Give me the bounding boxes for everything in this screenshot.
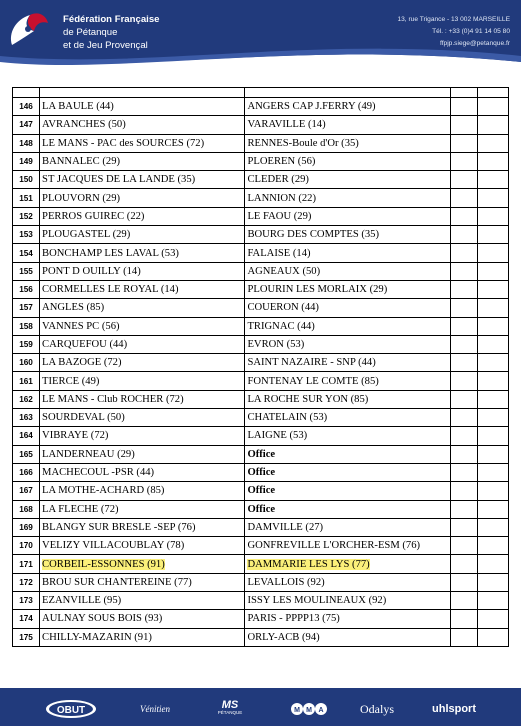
score-cell-1 (450, 592, 477, 610)
home-club (40, 482, 245, 500)
score-cell-2 (477, 280, 508, 298)
away-club-text: FONTENAY LE COMTE (85) (247, 375, 379, 387)
away-club (245, 555, 450, 573)
home-club (40, 98, 245, 116)
match-number (13, 262, 40, 280)
table-row (13, 207, 509, 225)
home-club (40, 152, 245, 170)
away-club-text: Office (247, 467, 276, 479)
odalys-logo: Odalys (360, 701, 394, 716)
score-cell-1 (450, 427, 477, 445)
match-number-text: 167 (19, 486, 33, 496)
home-club-text: PERROS GUIREC (22) (42, 210, 145, 222)
score-cell-1 (450, 207, 477, 225)
away-club-text: ISSY LES MOULINEAUX (92) (247, 595, 387, 607)
score-cell-2 (477, 537, 508, 555)
home-club-text: LE MANS - PAC des SOURCES (72) (42, 137, 205, 149)
match-number (13, 610, 40, 628)
home-club (40, 445, 245, 463)
score-cell-2 (477, 445, 508, 463)
match-number (13, 171, 40, 189)
away-club (245, 463, 450, 481)
match-number (13, 445, 40, 463)
match-number-text: 149 (19, 157, 33, 167)
away-club-text: DAMVILLE (27) (247, 521, 324, 533)
away-club (245, 244, 450, 262)
federation-contact (397, 14, 510, 50)
ms-petanque-logo (206, 697, 254, 721)
away-club-text: TRIGNAC (44) (247, 320, 315, 332)
away-club (245, 427, 450, 445)
match-number-text: 153 (19, 230, 33, 240)
home-club-text: BLANGY SUR BRESLE -SEP (76) (42, 521, 196, 533)
away-club-text: LEVALLOIS (92) (247, 576, 325, 588)
obut-logo (44, 697, 98, 721)
home-club (40, 573, 245, 591)
home-club (40, 628, 245, 646)
home-club (40, 390, 245, 408)
score-cell-2 (477, 372, 508, 390)
score-cell-1 (450, 354, 477, 372)
away-club-text: RENNES-Boule d'Or (35) (247, 137, 359, 149)
away-club (245, 592, 450, 610)
home-club (40, 262, 245, 280)
home-club-text: CARQUEFOU (44) (42, 339, 128, 350)
score-cell-1 (450, 409, 477, 427)
away-club-text: LANNION (22) (247, 192, 317, 204)
home-club (40, 518, 245, 536)
home-club-text: CORMELLES LE ROYAL (14) (42, 284, 179, 296)
away-club-text: ORLY-ACB (94) (247, 631, 320, 643)
score-cell-1 (450, 171, 477, 189)
home-club-text: LANDERNEAU (29) (42, 448, 135, 460)
score-cell-1 (450, 116, 477, 134)
ffpjp-logo-icon (4, 5, 52, 55)
table-row (13, 518, 509, 536)
away-club-text: CHATELAIN (53) (247, 412, 328, 424)
home-club-text: EZANVILLE (95) (42, 595, 122, 607)
table-row (13, 280, 509, 298)
away-club-text: BOURG DES COMPTES (35) (247, 229, 380, 241)
away-club-text: LA ROCHE SUR YON (85) (247, 393, 369, 405)
federation-line-1: Fédération Française (63, 14, 160, 25)
match-number-text: 154 (19, 248, 33, 258)
table-row (13, 116, 509, 134)
away-club-text: DAMMARIE LES LYS (77) (247, 558, 370, 570)
score-cell-2 (477, 628, 508, 646)
score-cell-2 (477, 152, 508, 170)
away-club (245, 573, 450, 591)
table-row (13, 152, 509, 170)
away-club (245, 171, 450, 189)
score-cell-2 (477, 500, 508, 518)
table-row (13, 262, 509, 280)
table-row (13, 555, 509, 573)
score-cell-1 (450, 226, 477, 244)
home-club (40, 244, 245, 262)
match-number (13, 628, 40, 646)
home-club-text: LA BAULE (44) (42, 101, 114, 113)
phone-text: Tél. : +33 (0)4 91 14 05 80 (432, 28, 510, 35)
match-number (13, 189, 40, 207)
away-club (245, 317, 450, 335)
home-club (40, 354, 245, 372)
svg-text:OBUT: OBUT (56, 705, 86, 716)
home-club (40, 299, 245, 317)
match-number-text: 148 (19, 138, 33, 148)
home-club (40, 207, 245, 225)
home-club-text: BONCHAMP LES LAVAL (53) (42, 247, 179, 259)
match-number-text: 147 (19, 120, 33, 130)
home-club-text: PLOUGASTEL (29) (42, 229, 131, 241)
home-club (40, 189, 245, 207)
svg-text:M: M (306, 707, 312, 714)
page-header (0, 0, 521, 77)
away-club (245, 226, 450, 244)
away-club (245, 537, 450, 555)
table-row (13, 354, 509, 372)
away-club-text: COUERON (44) (247, 302, 319, 314)
home-club-text: LE MANS - Club ROCHER (72) (42, 393, 184, 405)
home-club-text: LA BAZOGE (72) (42, 357, 122, 369)
away-club-text: LE FAOU (29) (247, 210, 312, 222)
match-number-text: 155 (19, 266, 33, 276)
home-club-text: CORBEIL-ESSONNES (91) (42, 558, 165, 570)
away-club (245, 409, 450, 427)
score-cell-1 (450, 152, 477, 170)
table-row (13, 244, 509, 262)
draw-table-container (12, 87, 509, 647)
home-club (40, 171, 245, 189)
score-cell-1 (450, 500, 477, 518)
federation-name (63, 13, 160, 52)
score-cell-1 (450, 280, 477, 298)
away-club-text: PARIS - PPPP13 (75) (247, 613, 340, 625)
mma-circles-icon (289, 700, 329, 718)
table-row (13, 610, 509, 628)
away-club (245, 335, 450, 353)
match-number-text: 163 (19, 413, 33, 423)
match-number (13, 98, 40, 116)
match-number-text: 162 (19, 394, 33, 404)
home-club (40, 463, 245, 481)
table-row (13, 299, 509, 317)
score-cell-2 (477, 555, 508, 573)
score-cell-2 (477, 463, 508, 481)
away-club-text: EVRON (53) (247, 339, 305, 350)
score-cell-1 (450, 482, 477, 500)
home-club-text: ST JACQUES DE LA LANDE (35) (42, 174, 196, 186)
score-cell-1 (450, 610, 477, 628)
away-club-text: VARAVILLE (14) (247, 119, 326, 131)
score-cell-1 (450, 134, 477, 152)
sponsor-footer (0, 688, 521, 726)
score-cell-2 (477, 207, 508, 225)
table-row (13, 573, 509, 591)
match-number-text: 159 (19, 340, 33, 349)
home-club (40, 500, 245, 518)
away-club-text: FALAISE (14) (247, 247, 311, 259)
table-row (13, 592, 509, 610)
match-number (13, 372, 40, 390)
table-row (13, 445, 509, 463)
match-number-text: 152 (19, 211, 33, 221)
match-number-text: 158 (19, 321, 33, 331)
home-club-text: BROU SUR CHANTEREINE (77) (42, 576, 192, 588)
home-club-text: MACHECOUL -PSR (44) (42, 467, 155, 479)
home-club-text: AULNAY SOUS BOIS (93) (42, 613, 163, 625)
match-number-text: 151 (19, 193, 33, 203)
table-row (13, 372, 509, 390)
score-cell-2 (477, 262, 508, 280)
table-row (13, 390, 509, 408)
match-number (13, 335, 40, 353)
home-club-text: PONT D OUILLY (14) (42, 265, 141, 277)
table-row (13, 134, 509, 152)
home-club (40, 610, 245, 628)
score-cell-2 (477, 116, 508, 134)
away-club (245, 518, 450, 536)
score-cell-2 (477, 573, 508, 591)
score-cell-2 (477, 226, 508, 244)
home-club-text: SOURDEVAL (50) (42, 412, 125, 424)
away-club (245, 628, 450, 646)
match-number-text: 171 (19, 559, 33, 569)
ms-mark: MS (221, 699, 239, 711)
score-cell-2 (477, 317, 508, 335)
score-cell-2 (477, 518, 508, 536)
match-number-text: 170 (19, 541, 33, 551)
away-club (245, 372, 450, 390)
table-row (13, 500, 509, 518)
score-cell-1 (450, 372, 477, 390)
home-club (40, 317, 245, 335)
match-number-text: 168 (19, 504, 33, 514)
score-cell-1 (450, 463, 477, 481)
match-number (13, 299, 40, 317)
match-number-text: 164 (19, 431, 33, 441)
score-cell-1 (450, 189, 477, 207)
table-row (13, 335, 509, 353)
home-club-text: VIBRAYE (72) (42, 430, 109, 442)
match-number (13, 518, 40, 536)
score-cell-1 (450, 262, 477, 280)
away-club (245, 116, 450, 134)
score-cell-2 (477, 134, 508, 152)
score-cell-2 (477, 390, 508, 408)
home-club (40, 592, 245, 610)
table-row (13, 482, 509, 500)
score-cell-2 (477, 427, 508, 445)
home-club (40, 427, 245, 445)
away-club (245, 354, 450, 372)
federation-line-3: et de Jeu Provençal (63, 40, 148, 51)
match-number (13, 244, 40, 262)
home-club-text: AVRANCHES (50) (42, 119, 126, 131)
away-club-text: PLOEREN (56) (247, 156, 316, 168)
match-number-text: 146 (19, 102, 33, 112)
mma-logo (288, 697, 330, 721)
match-number (13, 592, 40, 610)
home-club-text: VANNES PC (56) (42, 320, 120, 332)
table-row (13, 98, 509, 116)
away-club (245, 152, 450, 170)
away-club (245, 610, 450, 628)
home-club-text: PLOUVORN (29) (42, 192, 121, 204)
match-number (13, 116, 40, 134)
score-cell-1 (450, 518, 477, 536)
score-cell-1 (450, 244, 477, 262)
address-text: 13, rue Trigance - 13 002 MARSEILLE (397, 16, 510, 23)
away-club (245, 500, 450, 518)
svg-text:M: M (294, 707, 300, 714)
away-club (245, 189, 450, 207)
match-number (13, 482, 40, 500)
home-club-text: LA FLECHE (72) (42, 503, 119, 515)
email-link[interactable]: ffpjp.siege@petanque.fr (440, 40, 510, 47)
score-cell-2 (477, 189, 508, 207)
away-club-text: Office (247, 448, 276, 460)
away-club-text: GONFREVILLE L'ORCHER-ESM (76) (247, 540, 421, 552)
score-cell-2 (477, 354, 508, 372)
match-number-text: 166 (19, 468, 33, 478)
home-club (40, 116, 245, 134)
home-club (40, 555, 245, 573)
away-club (245, 98, 450, 116)
table-top-row (13, 88, 509, 98)
home-club-text: ANGLES (85) (42, 302, 105, 314)
match-number (13, 207, 40, 225)
away-club (245, 280, 450, 298)
venitien-logo: Vénitien (140, 704, 170, 714)
away-club (245, 207, 450, 225)
match-number (13, 390, 40, 408)
score-cell-2 (477, 98, 508, 116)
home-club (40, 409, 245, 427)
score-cell-2 (477, 335, 508, 353)
score-cell-2 (477, 244, 508, 262)
table-row (13, 189, 509, 207)
score-cell-1 (450, 445, 477, 463)
table-row (13, 317, 509, 335)
table-row (13, 409, 509, 427)
match-number (13, 354, 40, 372)
sponsor-logos (44, 697, 484, 721)
table-row (13, 427, 509, 445)
away-club (245, 445, 450, 463)
away-club (245, 299, 450, 317)
away-club (245, 390, 450, 408)
match-number (13, 134, 40, 152)
home-club (40, 134, 245, 152)
home-club-text: CHILLY-MAZARIN (91) (42, 631, 152, 643)
table-row (13, 463, 509, 481)
score-cell-1 (450, 390, 477, 408)
match-number-text: 169 (19, 522, 33, 532)
home-club (40, 226, 245, 244)
table-row (13, 171, 509, 189)
score-cell-1 (450, 628, 477, 646)
score-cell-1 (450, 98, 477, 116)
match-number (13, 537, 40, 555)
away-club-text: Office (247, 485, 276, 497)
home-club-text: LA MOTHE-ACHARD (85) (42, 485, 165, 497)
score-cell-1 (450, 537, 477, 555)
home-club-text: TIERCE (49) (42, 375, 100, 387)
score-cell-2 (477, 299, 508, 317)
uhlsport-logo: uhlsport (432, 703, 476, 715)
match-number-text: 156 (19, 285, 33, 295)
match-number-text: 165 (19, 449, 33, 459)
home-club-text: BANNALEC (29) (42, 156, 121, 168)
score-cell-1 (450, 555, 477, 573)
score-cell-2 (477, 592, 508, 610)
match-number (13, 427, 40, 445)
score-cell-2 (477, 610, 508, 628)
match-number-text: 157 (19, 303, 33, 313)
score-cell-2 (477, 171, 508, 189)
match-number (13, 555, 40, 573)
match-number-text: 174 (19, 614, 33, 624)
match-number (13, 409, 40, 427)
table-row (13, 226, 509, 244)
match-number (13, 573, 40, 591)
score-cell-2 (477, 482, 508, 500)
home-club (40, 537, 245, 555)
match-number-text: 172 (19, 577, 33, 587)
away-club-text: ANGERS CAP J.FERRY (49) (247, 101, 376, 113)
score-cell-1 (450, 335, 477, 353)
home-club (40, 335, 245, 353)
away-club-text: PLOURIN LES MORLAIX (29) (247, 284, 388, 296)
score-cell-1 (450, 299, 477, 317)
match-number (13, 317, 40, 335)
ms-sub: PÉTANQUE (217, 710, 243, 715)
match-number (13, 152, 40, 170)
match-number (13, 280, 40, 298)
match-number (13, 463, 40, 481)
away-club-text: CLEDER (29) (247, 174, 309, 186)
table-row (13, 537, 509, 555)
home-club (40, 280, 245, 298)
match-number (13, 226, 40, 244)
table-row (13, 628, 509, 646)
score-cell-1 (450, 573, 477, 591)
obut-badge-icon (44, 699, 98, 719)
match-number-text: 161 (19, 376, 33, 386)
match-number-text: 175 (19, 632, 33, 642)
federation-line-2: de Pétanque (63, 27, 118, 38)
home-club (40, 372, 245, 390)
match-number-text: 160 (19, 358, 33, 368)
away-club-text: SAINT NAZAIRE - SNP (44) (247, 357, 376, 369)
match-number-text: 150 (19, 175, 33, 185)
score-cell-2 (477, 409, 508, 427)
draw-table (12, 87, 509, 647)
svg-text:A: A (318, 707, 324, 714)
match-number (13, 500, 40, 518)
home-club-text: VELIZY VILLACOUBLAY (78) (42, 540, 185, 552)
away-club (245, 134, 450, 152)
away-club-text: LAIGNE (53) (247, 430, 308, 442)
away-club (245, 262, 450, 280)
away-club (245, 482, 450, 500)
away-club-text: AGNEAUX (50) (247, 265, 321, 277)
score-cell-1 (450, 317, 477, 335)
match-number-text: 173 (19, 596, 33, 606)
away-club-text: Office (247, 503, 276, 515)
